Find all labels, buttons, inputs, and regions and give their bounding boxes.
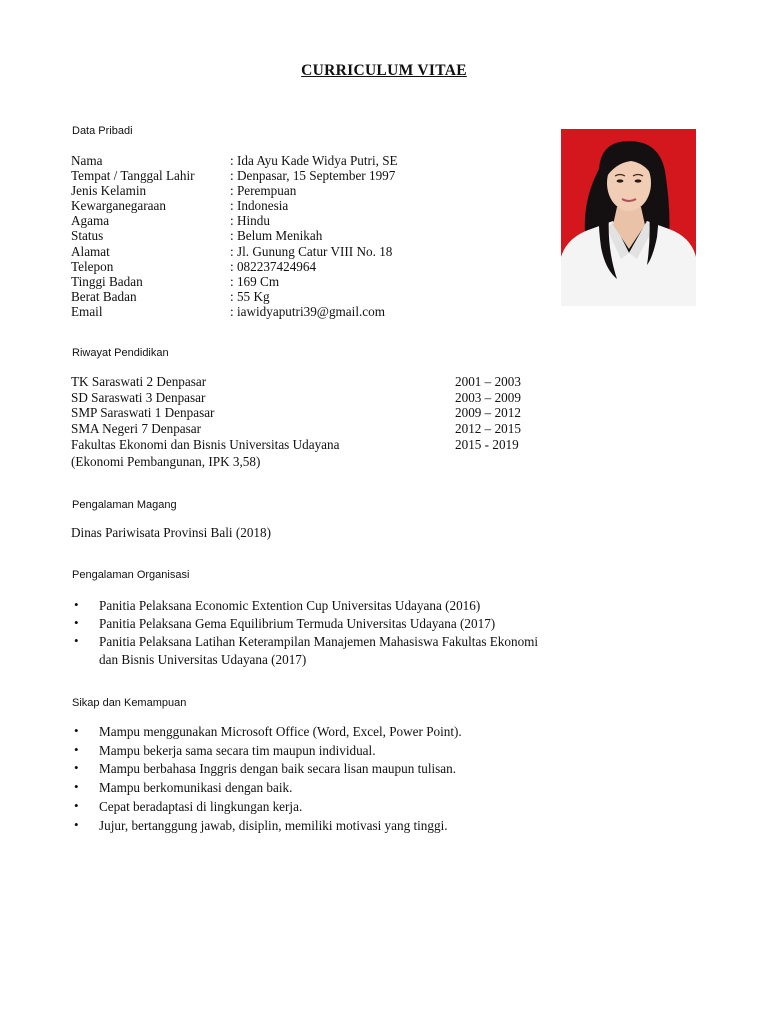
education-heading: Riwayat Pendidikan xyxy=(72,347,169,359)
field-value: : Ida Ayu Kade Widya Putri, SE xyxy=(230,153,398,168)
profile-photo xyxy=(561,129,696,306)
internship-heading: Pengalaman Magang xyxy=(72,499,177,511)
school-name: Fakultas Ekonomi dan Bisnis Universitas Udayana xyxy=(71,436,340,452)
personal-data-row xyxy=(71,168,398,183)
field-label: Email xyxy=(71,303,103,319)
field-value: : Belum Menikah xyxy=(230,228,323,244)
list-item xyxy=(72,597,538,615)
personal-data-list xyxy=(71,153,398,319)
field-value: : Jl. Gunung Catur VIII No. 18 xyxy=(230,243,393,259)
field-label: Status xyxy=(71,228,104,244)
field-label: Telepon xyxy=(71,258,114,274)
school-name: SMP Saraswati 1 Denpasar xyxy=(71,405,215,421)
personal-data-row xyxy=(71,259,398,274)
field-label: Kewarganegaraan xyxy=(71,198,166,214)
field-label: Alamat xyxy=(71,243,110,259)
field-label: Agama xyxy=(71,213,110,229)
personal-data-row xyxy=(71,153,398,168)
list-item xyxy=(72,615,538,633)
list-item xyxy=(72,723,462,742)
field-label: Tinggi Badan xyxy=(71,273,143,289)
school-name: TK Saraswati 2 Denpasar xyxy=(71,374,207,389)
bullet-icon: • xyxy=(74,633,79,648)
education-years: 2012 – 2015 xyxy=(455,421,521,437)
education-years: 2003 – 2009 xyxy=(455,389,521,405)
personal-data-row xyxy=(71,244,398,259)
list-item-text: Cepat beradaptasi di lingkungan kerja. xyxy=(99,798,303,814)
bullet-icon: • xyxy=(74,615,79,630)
internship-text: Dinas Pariwisata Provinsi Bali (2018) xyxy=(71,525,271,540)
list-item-text: Panitia Pelaksana Economic Extention Cup Universitas Udayana (2016) xyxy=(99,598,481,613)
field-value: : 082237424964 xyxy=(230,258,317,274)
list-item-text: Mampu bekerja sama secara tim maupun individual. xyxy=(99,742,376,758)
personal-data-row xyxy=(71,183,398,198)
field-value: : Indonesia xyxy=(230,198,289,214)
bullet-icon: • xyxy=(74,779,79,795)
personal-data-row xyxy=(71,304,398,319)
list-item-text: Mampu berbahasa Inggris dengan baik secara lisan maupun tulisan. xyxy=(99,761,457,777)
list-item-text: Panitia Pelaksana Latihan Keterampilan Manajemen Mahasiswa Fakultas Ekonomi xyxy=(99,634,539,649)
education-years: 2015 - 2019 xyxy=(455,436,519,452)
organization-list xyxy=(72,597,538,669)
education-row xyxy=(71,374,541,390)
list-item-text: Panitia Pelaksana Gema Equilibrium Termuda Universitas Udayana (2017) xyxy=(99,616,496,631)
organization-heading: Pengalaman Organisasi xyxy=(72,569,190,581)
list-item xyxy=(72,760,462,779)
personal-data-row xyxy=(71,198,398,213)
bullet-icon: • xyxy=(74,723,79,738)
list-item xyxy=(72,798,462,817)
list-item xyxy=(72,817,462,836)
field-label: Jenis Kelamin xyxy=(71,183,147,199)
personal-data-row xyxy=(71,289,398,304)
document-title: CURRICULUM VITAE xyxy=(301,62,467,79)
education-years: 2001 – 2003 xyxy=(455,374,521,389)
list-item-text: Jujur, bertanggung jawab, disiplin, memiliki motivasi yang tinggi. xyxy=(99,817,448,833)
school-name: SD Saraswati 3 Denpasar xyxy=(71,389,206,405)
school-name: SMA Negeri 7 Denpasar xyxy=(71,421,202,437)
personal-data-row xyxy=(71,274,398,289)
education-list xyxy=(71,374,541,452)
field-value: : Perempuan xyxy=(230,183,297,199)
skills-heading: Sikap dan Kemampuan xyxy=(72,697,187,709)
bullet-icon: • xyxy=(74,741,79,757)
education-note: (Ekonomi Pembangunan, IPK 3,58) xyxy=(71,454,261,469)
personal-data-row xyxy=(71,213,398,228)
education-row xyxy=(71,390,541,406)
portrait-image xyxy=(561,129,696,306)
field-value: : 169 Cm xyxy=(230,273,280,289)
field-value: : Hindu xyxy=(230,213,270,229)
list-item-text: Mampu berkomunikasi dengan baik. xyxy=(99,780,293,796)
personal-data-row xyxy=(71,228,398,243)
bullet-icon: • xyxy=(74,816,79,832)
field-label: Tempat / Tanggal Lahir xyxy=(71,168,195,184)
list-item-text: dan Bisnis Universitas Udayana (2017) xyxy=(99,652,307,667)
bullet-icon: • xyxy=(74,760,79,776)
bullet-icon: • xyxy=(74,597,79,612)
skills-list xyxy=(72,723,462,835)
education-years: 2009 – 2012 xyxy=(455,405,521,421)
list-item xyxy=(72,633,538,669)
field-value: : iawidyaputri39@gmail.com xyxy=(230,303,385,319)
field-label: Berat Badan xyxy=(71,288,137,304)
list-item xyxy=(72,742,462,761)
list-item-text: Mampu menggunakan Microsoft Office (Word, Excel, Power Point). xyxy=(99,724,462,739)
list-item xyxy=(72,779,462,798)
education-row xyxy=(71,421,541,437)
field-value: : Denpasar, 15 September 1997 xyxy=(230,168,396,184)
bullet-icon: • xyxy=(74,797,79,813)
education-row xyxy=(71,405,541,421)
education-row xyxy=(71,437,541,453)
field-label: Nama xyxy=(71,153,103,168)
field-value: : 55 Kg xyxy=(230,288,270,304)
personal-data-heading: Data Pribadi xyxy=(72,125,133,137)
